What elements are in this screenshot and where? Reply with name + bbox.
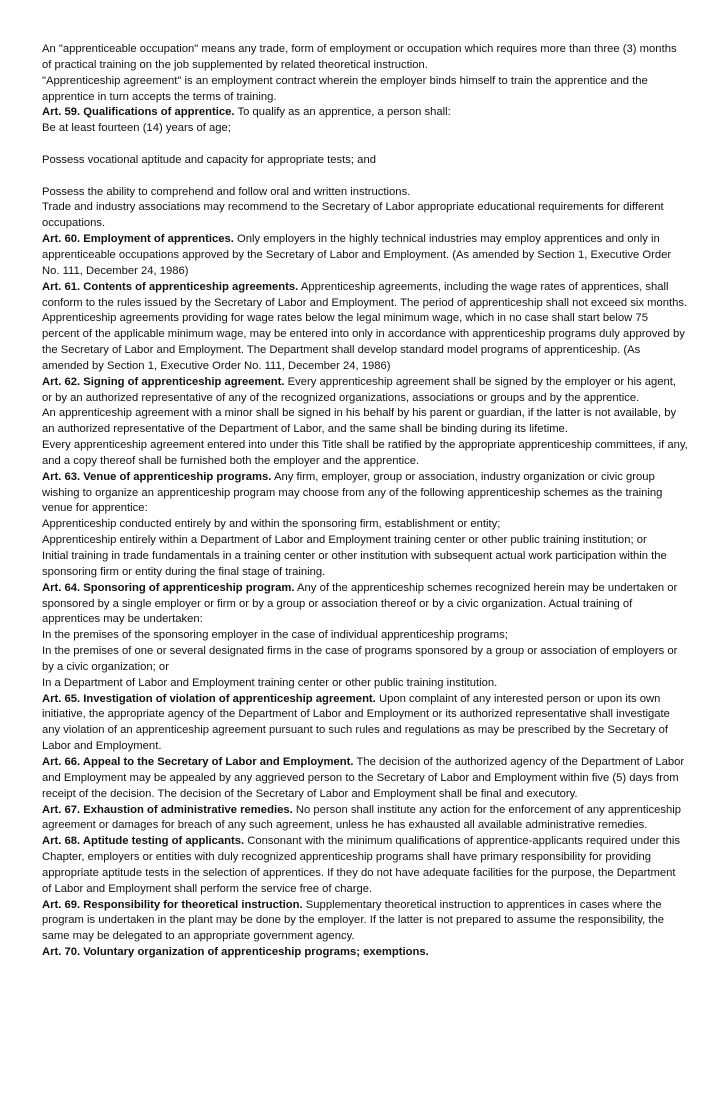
paragraph-text: In a Department of Labor and Employment training center or other public training institution. [42,676,498,689]
text-paragraph [42,549,688,581]
article-heading: Art. 69. Responsibility for theoretical instruction. [42,898,303,911]
paragraph-text: Every apprenticeship agreement entered into under this Title shall be ratified by the appropriate apprenticeship committees, if any, and a copy thereof shall be furnished both the employer and the apprentice. [42,439,688,467]
article-paragraph [42,834,688,897]
paragraph-text: Every apprenticeship agreement shall be signed by the employer or his agent, or by an authorized representative of any of the recognized organizations, associations or groups and by the apprentice. [42,375,677,404]
paragraph-text: Any of the apprenticeship schemes recognized herein may be undertaken or sponsored by a single employer or firm or by a group or association thereof or by a civic organization. Actual training of apprentices may be undertaken: [42,581,678,626]
article-heading: Art. 64. Sponsoring of apprenticeship program. [42,581,295,594]
article-heading: Art. 62. Signing of apprenticeship agreement. [42,375,285,388]
text-paragraph [42,121,688,137]
paragraph-text: Upon complaint of any interested person or upon its own initiative, the appropriate agency of the Department of Labor and Employment or its authorized representative shall investigate any violation of an apprenticeship agreement pursuant to such rules and regulations as may be prescribed by the Secretary of Labor and Employment. [42,692,670,753]
paragraph-text: Initial training in trade fundamentals in a training center or other institution with subsequent actual work participation within the sponsoring firm or entity during the final stage of training. [42,550,667,578]
article-heading: Art. 68. Aptitude testing of applicants. [42,835,245,848]
text-paragraph [42,533,688,549]
article-paragraph [42,755,688,803]
paragraph-text: The decision of the authorized agency of the Department of Labor and Employment may be appealed by any aggrieved person to the Secretary of Labor and Employment within five (5) days from receipt of the decision. The decision of the Secretary of Labor and Employment shall be final and executory. [42,755,685,800]
article-paragraph [42,581,688,629]
article-paragraph [42,280,688,375]
article-paragraph [42,945,688,961]
text-paragraph [42,153,688,169]
paragraph-text: Consonant with the minimum qualifications of apprentice-applicants required under this Chapter, employers or entities with duly recognized apprenticeship programs shall have primary responsibility for providing appropriate aptitude tests in the selection of apprentices. If they do not have adequate facilities for the purpose, the Department of Labor and Employment shall perform the service free of charge. [42,835,680,895]
document-page [42,42,688,961]
paragraph-text: Possess vocational aptitude and capacity for appropriate tests; and [42,153,376,166]
paragraph-text: In the premises of the sponsoring employer in the case of individual apprenticeship programs; [42,629,508,642]
paragraph-text: Apprenticeship agreements, including the wage rates of apprentices, shall conform to the rules issued by the Secretary of Labor and Employment. The period of apprenticeship shall not exceed six months. Apprenticeship agreements providing for wage rates below the legal minimum wage, which in no case shall start below 75 percent of the applicable minimum wage, may be entered into only in accordance with apprenticeship programs duly approved by the Secretary of Labor and Employment. The Department shall develop standard model programs of apprenticeship. (As amended by Section 1, Executive Order No. 111, December 24, 1986) [42,280,688,372]
text-paragraph [42,42,688,74]
text-paragraph [42,185,688,201]
article-heading: Art. 59. Qualifications of apprentice. [42,106,235,119]
paragraph-text: Supplementary theoretical instruction to apprentices in cases where the program is undertaken in the plant may be done by the employer. If the latter is not prepared to assume the responsibility, the same may be delegated to an appropriate government agency. [42,898,665,943]
paragraph-text: To qualify as an apprentice, a person shall: [234,106,451,119]
text-paragraph [42,438,688,470]
text-paragraph [42,406,688,438]
paragraph-text: An apprenticeship agreement with a minor shall be signed in his behalf by his parent or guardian, if the latter is not available, by an authorized representative of the Department of Labor, and the same shall be binding during its lifetime. [42,407,677,436]
paragraph-text: Be at least fourteen (14) years of age; [42,122,231,135]
text-paragraph [42,517,688,533]
article-paragraph [42,692,688,755]
paragraph-text: An "apprenticeable occupation" means any trade, form of employment or occupation which requires more than three (3) months of practical training on the job supplemented by related theoretical instruction. [42,43,677,71]
article-paragraph [42,375,688,407]
paragraph-text: Apprenticeship entirely within a Department of Labor and Employment training center or other public training institution; or [42,534,647,547]
article-heading: Art. 67. Exhaustion of administrative remedies. [42,803,293,816]
paragraph-text: Trade and industry associations may recommend to the Secretary of Labor appropriate educational requirements for different occupations. [42,201,664,230]
paragraph-text: In the premises of one or several designated firms in the case of programs sponsored by a group or association of employers or by a civic organization; or [42,645,678,673]
paragraph-text: Any firm, employer, group or association, industry organization or civic group wishing to organize an apprenticeship program may choose from any of the following apprenticeship schemes as the training venue for apprentice: [42,470,663,515]
article-heading: Art. 60. Employment of apprentices. [42,233,234,246]
paragraph-text: Apprenticeship conducted entirely by and within the sponsoring firm, establishment or entity; [42,518,501,531]
text-paragraph [42,200,688,232]
article-paragraph [42,105,688,121]
paragraph-text: Only employers in the highly technical industries may employ apprentices and only in apprenticeable occupations approved by the Secretary of Labor and Employment. (As amended by Section 1, Executive Order No. 111, December 24, 1986) [42,233,672,277]
article-heading: Art. 70. Voluntary organization of apprenticeship programs; exemptions. [42,946,429,959]
paragraph-text: Possess the ability to comprehend and follow oral and written instructions. [42,185,411,198]
article-heading: Art. 61. Contents of apprenticeship agreements. [42,280,299,293]
text-paragraph [42,644,688,676]
text-paragraph [42,676,688,692]
article-paragraph [42,470,688,518]
article-heading: Art. 63. Venue of apprenticeship programs. [42,470,272,483]
article-heading: Art. 66. Appeal to the Secretary of Labor and Employment. [42,755,354,768]
article-paragraph [42,803,688,835]
blank-line [42,137,688,153]
blank-line [42,169,688,185]
text-paragraph [42,74,688,106]
paragraph-text: No person shall institute any action for the enforcement of any apprenticeship agreement or damages for breach of any such agreement, unless he has exhausted all available administrative remedies. [42,803,682,832]
paragraph-text: "Apprenticeship agreement" is an employment contract wherein the employer binds himself to train the apprentice and the apprentice in turn accepts the terms of training. [42,74,648,103]
article-paragraph [42,232,688,280]
article-heading: Art. 65. Investigation of violation of apprenticeship agreement. [42,692,376,705]
text-paragraph [42,628,688,644]
article-paragraph [42,898,688,946]
